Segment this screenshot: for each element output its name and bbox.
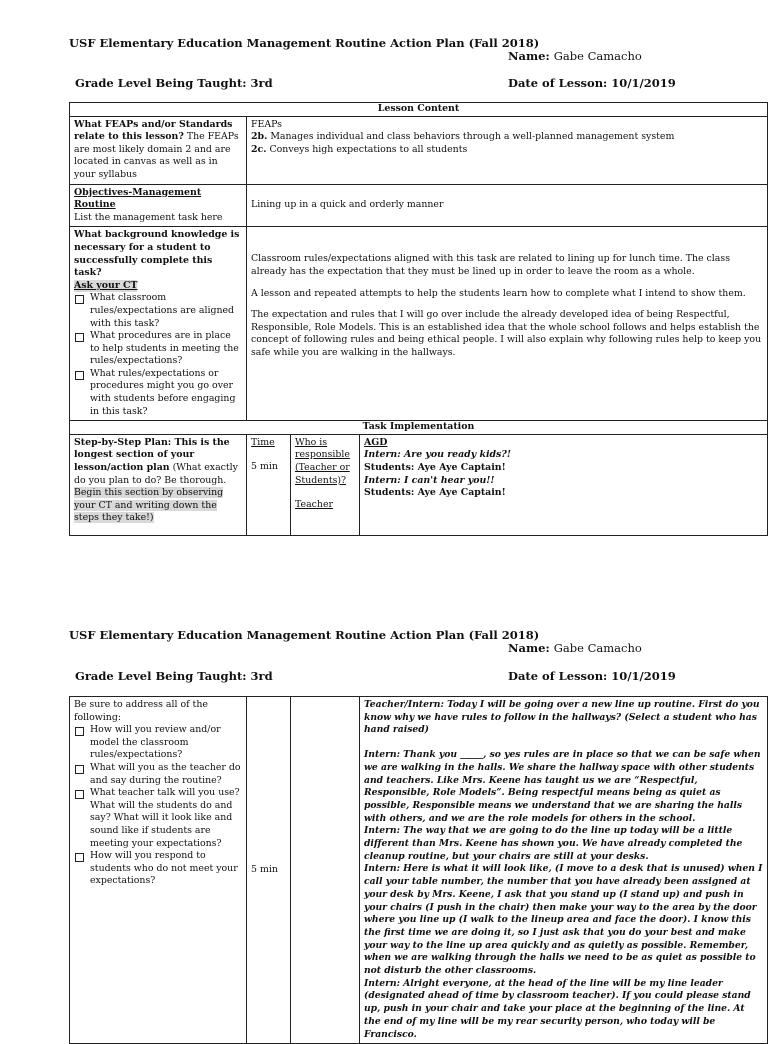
feaps-question [70, 116, 247, 184]
background-question-text: What background knowledge is necessary for a student to successfully complete this task? [74, 229, 240, 279]
step-question-highlight: Begin this section by observing your CT and writing down the steps they take!) [74, 487, 224, 524]
script-paragraph: Teacher/Intern: Today I will be going over a new line up routine. First do you know why we have rules to follow in the hallways? (Select a student who has hand raised) [364, 699, 760, 736]
objectives-question [70, 184, 247, 227]
feap-2b-text: Manages individual and class behaviors through a well-planned management system [267, 131, 675, 143]
feap-2b-code: 2b. [251, 131, 268, 143]
name-label: Name: [508, 641, 550, 655]
dialogue-line [364, 475, 763, 488]
who-cell [291, 697, 360, 1044]
script-paragraph: Intern: Here is what it will look like, (I move to a desk that is unused) when I call your table number, the number that you have already been assigned at your desk by Mrs. Keene, I ask that you stand up (I stand up) and push in your chairs (I push in the chair) then make your way to the area by the door where you line up (I walk to the lineup area and face the door). I know this the first time we are doing it, so I just ask that you do your best and make your way to the line up area quickly and as quietly as possible. Remember, when we are walking through the halls we need to be as quiet as possible to not disturb the other classrooms. [364, 863, 763, 977]
lesson-date: Date of Lesson: 10/1/2019 [508, 76, 676, 90]
feap-2b [251, 131, 763, 144]
guidance-intro: Be sure to address all of the following: [74, 699, 208, 723]
feap-2c [251, 144, 763, 157]
feaps-question-bold: What FEAPs and/or Standards relate to this lesson? [74, 118, 233, 143]
objectives-answer [247, 184, 768, 227]
task-implementation-header: Task Implementation [70, 421, 768, 435]
script-paragraph: Intern: The way that we are going to do the line up today will be a little different than Mrs. Keene has shown you. We have already completed the cleanup routine, but your chairs are still at your desks. [364, 825, 743, 862]
feaps-title: FEAPs [251, 118, 282, 130]
background-answer-paragraph: A lesson and repeated attempts to help the students learn how to complete what I intend to show them. [251, 287, 746, 299]
background-row [70, 227, 768, 421]
background-checklist [74, 292, 242, 418]
script-row [70, 697, 768, 1044]
name-label: Name: [508, 49, 550, 63]
lesson-plan-table [69, 102, 768, 536]
checklist-item: What procedures are in place to help students in meeting the rules/expectations? [74, 330, 242, 368]
ask-ct-label: Ask your CT [74, 279, 138, 291]
name-value: Gabe Camacho [553, 49, 642, 63]
name-value: Gabe Camacho [553, 641, 642, 655]
feaps-question-rest: The FEAPs are most likely domain 2 and are located in canvas as well as in your syllabus [74, 131, 239, 180]
script-table [69, 696, 768, 1044]
dialogue-speaker: Intern: [364, 449, 401, 461]
agd-header: AGD [364, 436, 388, 448]
checklist-item: What teacher talk will you use? What will the students do and say? What will it look like and sound like if students are meeting your expectations? [74, 787, 242, 850]
grade-level: Grade Level Being Taught: 3rd [75, 76, 273, 90]
background-answer-paragraph: The expectation and rules that I will go over include the already developed idea of being Respectful, Responsible, Role Models. This is an established idea that the whole school follows and helps establish the concept of following rules and being ethical people. I will also explain why following rules help to keep you safe while you are walking in the hallways. [251, 309, 762, 358]
guidance-checklist [74, 724, 242, 888]
background-answer [247, 227, 768, 421]
objectives-title: Objectives-Management Routine [74, 186, 202, 211]
lesson-content-header: Lesson Content [70, 103, 768, 117]
time-value: 5 min [251, 863, 278, 875]
name-line [508, 49, 642, 63]
background-answer-paragraph: Classroom rules/expectations aligned with this task are related to lining up for lunch time. The class already has the expectation that they must be lined up in order to leave the room as a whole. [251, 253, 731, 277]
script-paragraph: Intern: Alright everyone, at the head of the line will be my line leader (designated ahead of time by classroom teacher). If you could please stand up, push in your chair and take your place at the beginning of the line. At the end of my line will be my rear security person, who today will be Francisco. [364, 977, 751, 1040]
time-cell [247, 434, 291, 535]
step-question-rest: (What exactly do you plan to do? Be thorough. [74, 462, 238, 486]
objectives-row [70, 184, 768, 227]
doc-title: USF Elementary Education Management Routine Action Plan (Fall 2018) [69, 36, 540, 50]
objectives-sub: List the management task here [74, 211, 223, 223]
script-cell [360, 697, 768, 1044]
who-header: Who is responsible (Teacher or Students)? [295, 436, 350, 486]
who-cell [291, 434, 360, 535]
lesson-date: Date of Lesson: 10/1/2019 [508, 669, 676, 683]
dialogue-line [364, 449, 763, 462]
dialogue-speaker: Intern: [364, 474, 401, 486]
who-value: Teacher [295, 499, 333, 511]
checklist-item: What rules/expectations or procedures might you go over with students before engaging in this task? [74, 368, 242, 418]
time-value: 5 min [251, 461, 278, 473]
dialogue-text: Aye Aye Captain! [414, 462, 506, 474]
dialogue-speaker: Students: [364, 462, 415, 474]
step-question-bold: Step-by-Step Plan: This is the longest section of your lesson/action plan [74, 436, 230, 474]
checklist-item: How will you respond to students who do not meet your expectations? [74, 850, 242, 888]
guidance-cell [70, 697, 247, 1044]
checklist-item: What will you as the teacher do and say during the routine? [74, 762, 242, 787]
feap-2c-code: 2c. [251, 143, 267, 155]
grade-level: Grade Level Being Taught: 3rd [75, 669, 273, 683]
step-row [70, 434, 768, 535]
doc-title: USF Elementary Education Management Routine Action Plan (Fall 2018) [69, 628, 540, 642]
feaps-answer [247, 116, 768, 184]
dialogue-speaker: Students: [364, 487, 415, 499]
script-paragraph: Intern: Thank you _____, so yes rules are in place so that we can be safe when we are walking in the halls. We share the hallway space with other students and teachers. Like Mrs. Keene has taught us we are “Respectful, Responsible, Role Models”. Being respectful means being as quiet as possible, Responsible means we understand that we are sharing the halls with others, and we are the role models for others in the school. [364, 749, 761, 824]
dialogue-text: Aye Aye Captain! [414, 487, 506, 499]
checklist-item: What classroom rules/expectations are aligned with this task? [74, 292, 242, 330]
dialogue-line [364, 487, 763, 500]
feaps-row [70, 116, 768, 184]
dialogue-text: I can't hear you!! [400, 474, 495, 486]
time-header: Time [251, 436, 275, 448]
dialogue-line [364, 462, 763, 475]
agd-cell [360, 434, 768, 535]
feap-2c-text: Conveys high expectations to all students [266, 143, 468, 155]
objectives-answer-text: Lining up in a quick and orderly manner [251, 199, 444, 211]
checklist-item: How will you review and/or model the classroom rules/expectations? [74, 724, 242, 762]
name-line [508, 641, 642, 655]
background-question [70, 227, 247, 421]
time-cell [247, 697, 291, 1044]
dialogue-text: Are you ready kids?! [400, 449, 511, 461]
step-question [70, 434, 247, 535]
